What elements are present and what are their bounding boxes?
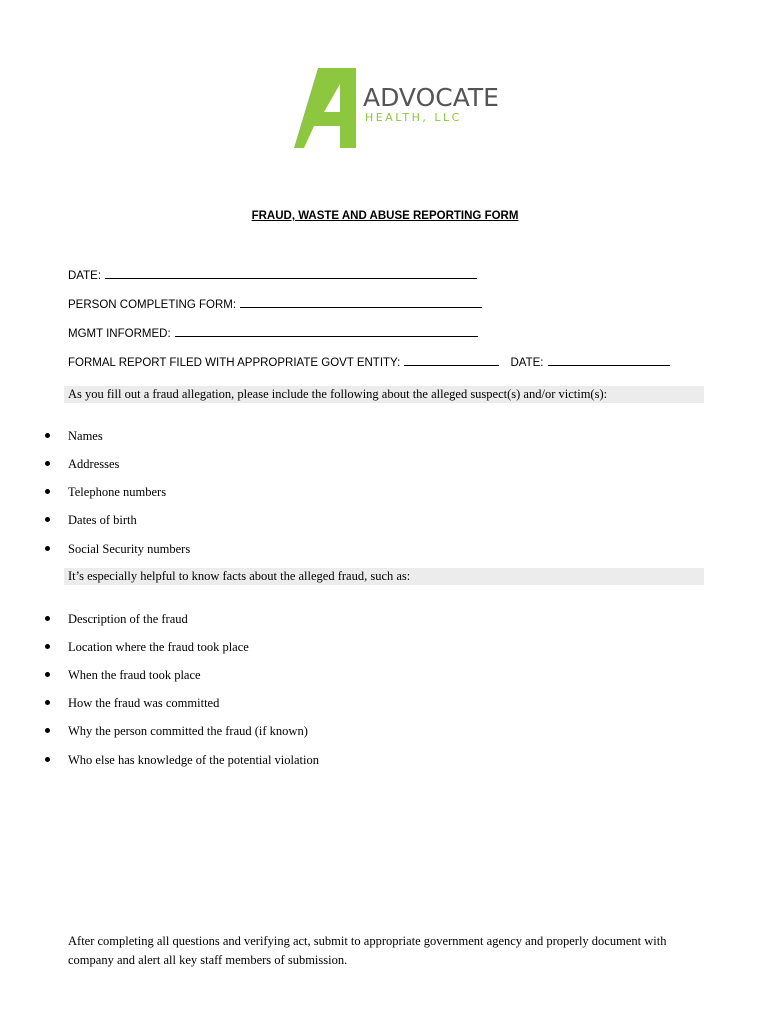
list-item <box>0 484 770 502</box>
list-item <box>0 723 770 741</box>
mgmt-informed-input-line[interactable] <box>175 325 478 337</box>
list-item-text: Who else has knowledge of the potential violation <box>68 753 319 767</box>
facts-intro: It’s especially helpful to know facts about the alleged fraud, such as: <box>68 569 411 583</box>
list-item-text: How the fraud was committed <box>68 696 220 710</box>
list-item-text: Description of the fraud <box>68 612 188 626</box>
formal-report-field <box>68 354 670 371</box>
bullet-icon <box>45 728 50 733</box>
bullet-icon <box>45 433 50 438</box>
bullet-icon <box>45 757 50 762</box>
list-item <box>0 428 770 446</box>
formal-report-label: FORMAL REPORT FILED WITH APPROPRIATE GOVT ENTITY: <box>68 357 401 369</box>
bullet-icon <box>45 546 50 551</box>
logo-name: ADVOCATE <box>363 83 499 112</box>
company-logo <box>294 68 499 148</box>
formal-date-label: DATE: <box>510 357 544 369</box>
list-item <box>0 695 770 713</box>
mgmt-informed-field <box>68 325 478 342</box>
formal-report-input-line[interactable] <box>404 354 499 366</box>
form-title: FRAUD, WASTE AND ABUSE REPORTING FORM <box>251 210 519 222</box>
list-item-text: Names <box>68 429 103 443</box>
mgmt-informed-label: MGMT INFORMED: <box>68 328 171 340</box>
closing-instructions: After completing all questions and verifying act, submit to appropriate government agency and properly document with company and alert all key staff members of submission. <box>68 934 667 967</box>
list-item-text: When the fraud took place <box>68 668 201 682</box>
bullet-icon <box>45 700 50 705</box>
bullet-icon <box>45 489 50 494</box>
formal-date-input-line[interactable] <box>548 354 670 366</box>
list-item <box>0 639 770 657</box>
list-item-text: Why the person committed the fraud (if known) <box>68 724 308 738</box>
date-input-line[interactable] <box>105 267 477 279</box>
advocate-logo-mark-icon <box>294 68 356 148</box>
list-item-text: Social Security numbers <box>68 542 191 556</box>
list-item <box>0 541 770 559</box>
bullet-icon <box>45 461 50 466</box>
person-completing-field <box>68 296 482 313</box>
bullet-icon <box>45 616 50 621</box>
suspect-intro: As you fill out a fraud allegation, please include the following about the alleged suspect(s) and/or victim(s): <box>68 387 608 401</box>
list-item-text: Telephone numbers <box>68 485 167 499</box>
list-item <box>0 667 770 685</box>
list-item-text: Addresses <box>68 457 120 471</box>
date-label: DATE: <box>68 270 102 282</box>
list-item <box>0 752 770 770</box>
person-completing-input-line[interactable] <box>240 296 482 308</box>
list-item <box>0 512 770 530</box>
list-item-text: Location where the fraud took place <box>68 640 249 654</box>
date-field <box>68 267 477 284</box>
bullet-icon <box>45 644 50 649</box>
person-completing-label: PERSON COMPLETING FORM: <box>68 299 237 311</box>
bullet-icon <box>45 517 50 522</box>
list-item-text: Dates of birth <box>68 513 137 527</box>
list-item <box>0 456 770 474</box>
logo-subtitle: HEALTH, LLC <box>365 111 462 124</box>
list-item <box>0 611 770 629</box>
bullet-icon <box>45 672 50 677</box>
